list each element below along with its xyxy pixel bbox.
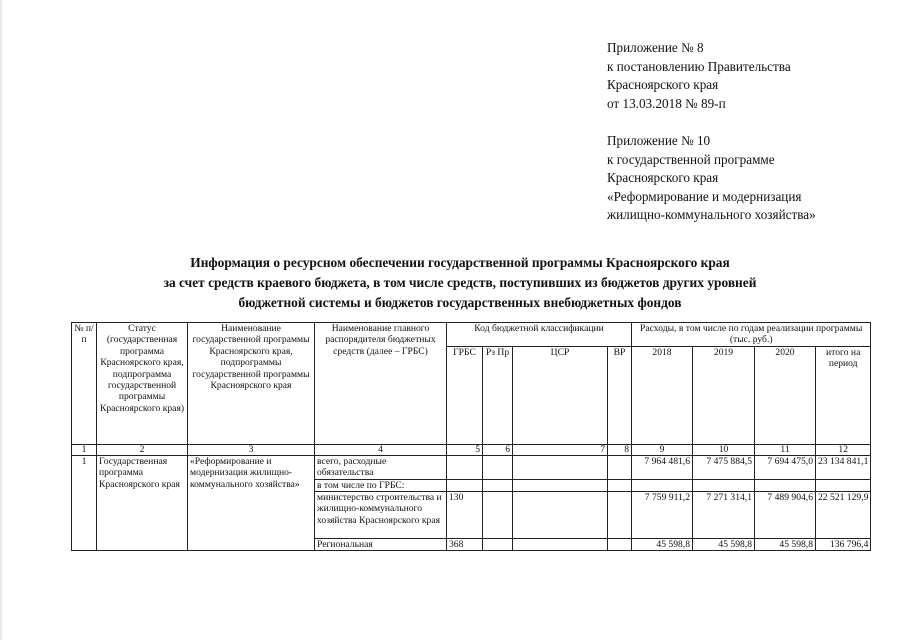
title-line: за счет средств краевого бюджета, в том числе средств, поступивших из бюджетов других уровней: [163, 274, 757, 290]
column-number: 7: [513, 444, 608, 455]
column-number-row: [72, 444, 871, 455]
column-number: 12: [816, 444, 871, 455]
row-value-2018: 7 759 911,2: [632, 492, 693, 539]
appendix-8-line: к постановлению Правительства: [607, 58, 791, 74]
appendix-10-line: жилищно-коммунального хозяйства»: [607, 207, 816, 223]
header-status: Статус (государственная программа Красноярского края, подпрограмма государственной программы Красноярского края): [97, 323, 188, 445]
appendix-8-line: Приложение № 8: [607, 40, 704, 55]
header-csr: ЦСР: [513, 346, 608, 444]
row-value-2020: 7 694 475,0: [755, 455, 816, 479]
column-number: 2: [97, 444, 188, 455]
title-line: бюджетной системы и бюджетов государственных внебюджетных фондов: [238, 294, 682, 310]
row-vr: [608, 455, 632, 479]
appendix-10-line: Красноярского края: [607, 170, 719, 186]
document-title: [60, 253, 860, 312]
row-vr: [608, 492, 632, 539]
header-expenses-group: Расходы, в том числе по годам реализации программы (тыс. руб.): [632, 323, 871, 347]
column-number: 3: [188, 444, 315, 455]
header-grbs: ГРБС: [447, 346, 483, 444]
row-value-2020: 45 598,8: [755, 539, 816, 551]
header-code-group: Код бюджетной классификации: [447, 323, 632, 347]
header-vr: ВР: [608, 346, 632, 444]
column-number: 1: [72, 444, 97, 455]
row-grbs-name: в том числе по ГРБС:: [315, 479, 447, 491]
row-rzpr: [483, 492, 513, 539]
row-value-2018: 7 964 481,6: [632, 455, 693, 479]
row-csr: [513, 479, 608, 491]
appendix-8-line: Красноярского края: [607, 77, 719, 93]
row-rzpr: [483, 455, 513, 479]
row-num: 1: [72, 455, 97, 551]
appendix-8-line: от 13.03.2018 № 89-п: [607, 95, 726, 111]
header-2019: 2019: [693, 346, 755, 444]
row-value-2019: [693, 479, 755, 491]
header-num: № п/п: [72, 323, 97, 445]
row-csr: [513, 539, 608, 551]
row-value-2020: 7 489 904,6: [755, 492, 816, 539]
row-grbs-name: министерство строительства и жилищно-коммунального хозяйства Красноярского края: [315, 492, 447, 539]
row-value-total: 136 796,4: [816, 539, 871, 551]
row-csr: [513, 492, 608, 539]
row-value-2019: 7 271 314,1: [693, 492, 755, 539]
row-value-2020: [755, 479, 816, 491]
row-value-2019: 45 598,8: [693, 539, 755, 551]
row-value-2019: 7 475 884,5: [693, 455, 755, 479]
column-number: 6: [483, 444, 513, 455]
column-number: 11: [755, 444, 816, 455]
row-rzpr: [483, 479, 513, 491]
row-csr: [513, 455, 608, 479]
appendix-10-block: [607, 132, 816, 225]
row-value-total: 23 134 841,1: [816, 455, 871, 479]
row-rzpr: [483, 539, 513, 551]
appendix-10-line: к государственной программе: [607, 151, 775, 167]
scan-edge: [0, 0, 2, 640]
appendix-10-line: Приложение № 10: [607, 133, 711, 148]
row-grbs-code: [447, 479, 483, 491]
row-value-2018: 45 598,8: [632, 539, 693, 551]
header-program-name: Наименование государственной программы Красноярского края, подпрограммы государственной программы Красноярского края: [188, 323, 315, 445]
row-grbs-code: [447, 455, 483, 479]
row-value-total: [816, 479, 871, 491]
column-number: 9: [632, 444, 693, 455]
row-program-name: «Реформирование и модернизация жилищно-коммунального хозяйства»: [188, 455, 315, 551]
header-grbs-name: Наименование главного распорядителя бюджетных средств (далее – ГРБС): [315, 323, 447, 445]
row-grbs-name: всего, расходные обязательства: [315, 455, 447, 479]
header-total: итого на период: [816, 346, 871, 444]
header-2018: 2018: [632, 346, 693, 444]
title-line: Информация о ресурсном обеспечении государственной программы Красноярского края: [190, 255, 730, 270]
table-row: [72, 455, 871, 479]
row-vr: [608, 539, 632, 551]
row-value-2018: [632, 479, 693, 491]
column-number: 10: [693, 444, 755, 455]
row-grbs-code: 368: [447, 539, 483, 551]
row-grbs-code: 130: [447, 492, 483, 539]
header-row: [72, 323, 871, 347]
header-2020: 2020: [755, 346, 816, 444]
column-number: 8: [608, 444, 632, 455]
appendix-8-block: [607, 39, 791, 113]
header-rzpr: Рз Пр: [483, 346, 513, 444]
row-grbs-name: Региональная: [315, 539, 447, 551]
appendix-10-line: «Реформирование и модернизация: [607, 188, 802, 204]
row-status: Государственная программа Красноярского края: [97, 455, 188, 551]
row-value-total: 22 521 129,9: [816, 492, 871, 539]
row-vr: [608, 479, 632, 491]
resource-table: [71, 322, 871, 551]
column-number: 4: [315, 444, 447, 455]
column-number: 5: [447, 444, 483, 455]
